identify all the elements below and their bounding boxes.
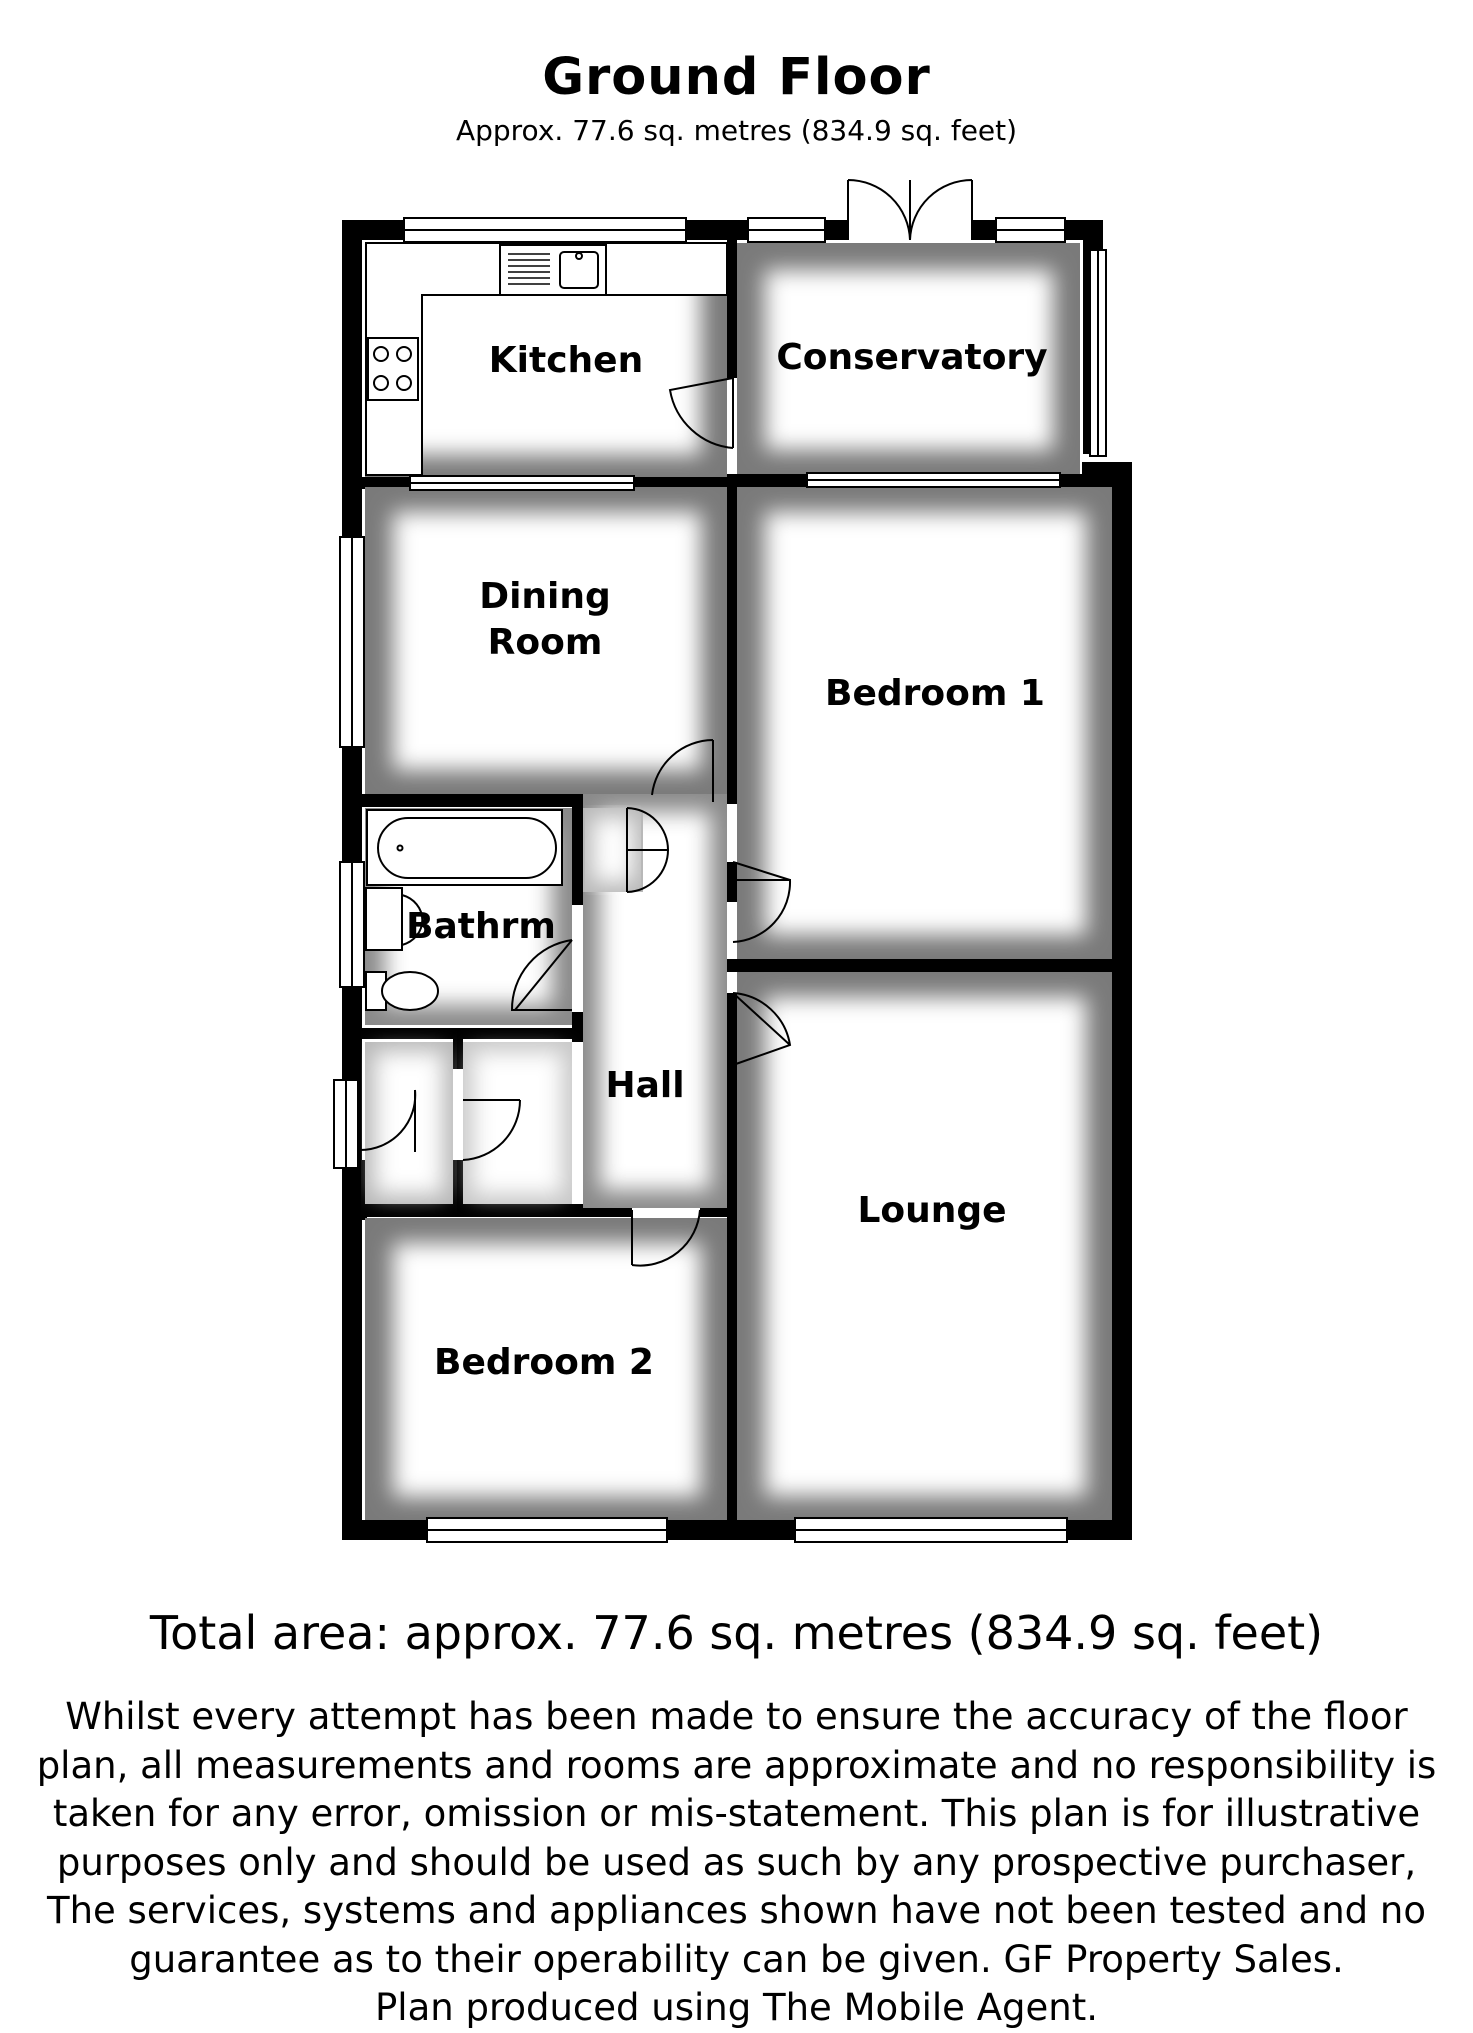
basin-icon [366, 888, 402, 950]
disclaimer-line: taken for any error, omission or mis-statement. This plan is for illustrative [52, 1792, 1421, 1835]
room-label-bedroom-2: Bedroom 2 [434, 1342, 654, 1383]
disclaimer-line: Plan produced using The Mobile Agent. [375, 1986, 1098, 2029]
room-label-bathroom: Bathrm [406, 906, 556, 947]
room-label-dining-line1: Dining [479, 576, 611, 617]
room-label-hall: Hall [605, 1065, 685, 1106]
total-area: Total area: approx. 77.6 sq. metres (834.9 sq. feet) [149, 1606, 1324, 1660]
disclaimer [0, 1693, 1473, 2033]
disclaimer-line: guarantee as to their operability can be given. GF Property Sales. [129, 1937, 1344, 1981]
hob-icon [368, 338, 418, 400]
room-label-dining-line2: Room [487, 622, 603, 663]
room-label-kitchen: Kitchen [488, 340, 644, 381]
floor-area-subtitle: Approx. 77.6 sq. metres (834.9 sq. feet) [455, 114, 1018, 147]
disclaimer-line: purposes only and should be used as such by any prospective purchaser, [56, 1840, 1417, 1884]
room-label-lounge: Lounge [857, 1190, 1007, 1231]
floor-title: Ground Floor [542, 48, 931, 107]
disclaimer-line: plan, all measurements and rooms are approximate and no responsibility is [36, 1743, 1437, 1787]
room-label-bedroom-1: Bedroom 1 [825, 673, 1045, 714]
disclaimer-line: The services, systems and appliances shown have not been tested and no [46, 1889, 1427, 1932]
room-label-conservatory: Conservatory [776, 337, 1048, 378]
disclaimer-line: Whilst every attempt has been made to ensure the accuracy of the floor [65, 1695, 1408, 1738]
